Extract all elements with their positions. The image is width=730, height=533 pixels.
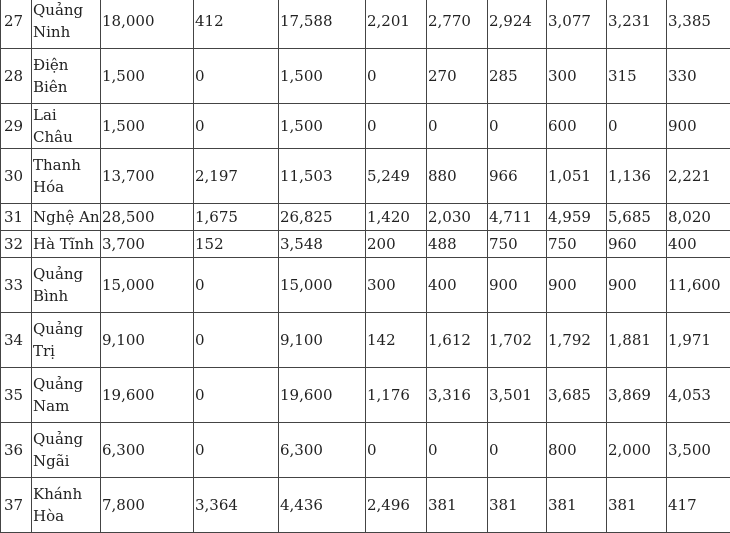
- value-cell: 1,702: [488, 313, 547, 368]
- row-number-cell: 36: [1, 423, 32, 478]
- value-cell: 5,685: [607, 204, 667, 231]
- value-cell: 15,000: [101, 258, 194, 313]
- province-cell: Quảng Ninh: [32, 0, 101, 49]
- value-cell: 1,176: [366, 368, 427, 423]
- table-row: [1, 0, 730, 49]
- value-cell: 0: [194, 368, 279, 423]
- value-cell: 200: [366, 231, 427, 258]
- value-cell: 11,600: [667, 258, 730, 313]
- value-cell: 2,201: [366, 0, 427, 49]
- value-cell: 13,700: [101, 149, 194, 204]
- value-cell: 0: [607, 104, 667, 149]
- value-cell: 488: [427, 231, 488, 258]
- value-cell: 2,197: [194, 149, 279, 204]
- value-cell: 270: [427, 49, 488, 104]
- table-row: [1, 423, 730, 478]
- table-row: [1, 368, 730, 423]
- row-number-cell: 35: [1, 368, 32, 423]
- province-cell: Khánh Hòa: [32, 478, 101, 533]
- value-cell: 1,971: [667, 313, 730, 368]
- value-cell: 966: [488, 149, 547, 204]
- value-cell: 19,600: [279, 368, 366, 423]
- value-cell: 4,711: [488, 204, 547, 231]
- value-cell: 1,792: [547, 313, 607, 368]
- province-cell: Quảng Nam: [32, 368, 101, 423]
- table-row: [1, 313, 730, 368]
- value-cell: 315: [607, 49, 667, 104]
- province-cell: Lai Châu: [32, 104, 101, 149]
- value-cell: 6,300: [101, 423, 194, 478]
- value-cell: 0: [488, 104, 547, 149]
- value-cell: 0: [488, 423, 547, 478]
- value-cell: 0: [366, 104, 427, 149]
- province-cell: Quảng Trị: [32, 313, 101, 368]
- table-row: [1, 49, 730, 104]
- value-cell: 7,800: [101, 478, 194, 533]
- row-number-cell: 32: [1, 231, 32, 258]
- table-row: [1, 204, 730, 231]
- value-cell: 800: [547, 423, 607, 478]
- value-cell: 381: [427, 478, 488, 533]
- value-cell: 412: [194, 0, 279, 49]
- value-cell: 1,675: [194, 204, 279, 231]
- value-cell: 3,316: [427, 368, 488, 423]
- value-cell: 417: [667, 478, 730, 533]
- value-cell: 400: [427, 258, 488, 313]
- value-cell: 0: [194, 423, 279, 478]
- value-cell: 0: [194, 49, 279, 104]
- value-cell: 9,100: [101, 313, 194, 368]
- value-cell: 2,030: [427, 204, 488, 231]
- value-cell: 300: [547, 49, 607, 104]
- province-cell: Thanh Hóa: [32, 149, 101, 204]
- table-row: [1, 231, 730, 258]
- value-cell: 28,500: [101, 204, 194, 231]
- value-cell: 3,385: [667, 0, 730, 49]
- value-cell: 18,000: [101, 0, 194, 49]
- value-cell: 300: [366, 258, 427, 313]
- value-cell: 142: [366, 313, 427, 368]
- value-cell: 15,000: [279, 258, 366, 313]
- table-row: [1, 258, 730, 313]
- value-cell: 900: [667, 104, 730, 149]
- province-cell: Điện Biên: [32, 49, 101, 104]
- value-cell: 3,077: [547, 0, 607, 49]
- value-cell: 750: [547, 231, 607, 258]
- value-cell: 285: [488, 49, 547, 104]
- value-cell: 11,503: [279, 149, 366, 204]
- value-cell: 19,600: [101, 368, 194, 423]
- value-cell: 4,959: [547, 204, 607, 231]
- value-cell: 2,770: [427, 0, 488, 49]
- value-cell: 330: [667, 49, 730, 104]
- value-cell: 3,364: [194, 478, 279, 533]
- table-row: [1, 478, 730, 533]
- value-cell: 0: [427, 423, 488, 478]
- table-row: [1, 104, 730, 149]
- value-cell: 8,020: [667, 204, 730, 231]
- value-cell: 0: [366, 49, 427, 104]
- value-cell: 6,300: [279, 423, 366, 478]
- value-cell: 1,881: [607, 313, 667, 368]
- value-cell: 1,136: [607, 149, 667, 204]
- value-cell: 4,053: [667, 368, 730, 423]
- value-cell: 0: [194, 104, 279, 149]
- row-number-cell: 30: [1, 149, 32, 204]
- value-cell: 3,685: [547, 368, 607, 423]
- value-cell: 381: [547, 478, 607, 533]
- value-cell: 3,548: [279, 231, 366, 258]
- value-cell: 381: [488, 478, 547, 533]
- province-cell: Quảng Ngãi: [32, 423, 101, 478]
- value-cell: 900: [607, 258, 667, 313]
- value-cell: 600: [547, 104, 607, 149]
- value-cell: 5,249: [366, 149, 427, 204]
- value-cell: 400: [667, 231, 730, 258]
- value-cell: 750: [488, 231, 547, 258]
- table-row: [1, 149, 730, 204]
- value-cell: 3,869: [607, 368, 667, 423]
- value-cell: 0: [427, 104, 488, 149]
- row-number-cell: 27: [1, 0, 32, 49]
- value-cell: 9,100: [279, 313, 366, 368]
- value-cell: 900: [547, 258, 607, 313]
- value-cell: 0: [366, 423, 427, 478]
- value-cell: 1,500: [279, 49, 366, 104]
- value-cell: 2,496: [366, 478, 427, 533]
- row-number-cell: 37: [1, 478, 32, 533]
- value-cell: 1,051: [547, 149, 607, 204]
- value-cell: 1,500: [101, 49, 194, 104]
- value-cell: 26,825: [279, 204, 366, 231]
- value-cell: 880: [427, 149, 488, 204]
- row-number-cell: 28: [1, 49, 32, 104]
- value-cell: 152: [194, 231, 279, 258]
- value-cell: 2,221: [667, 149, 730, 204]
- value-cell: 3,700: [101, 231, 194, 258]
- row-number-cell: 31: [1, 204, 32, 231]
- row-number-cell: 29: [1, 104, 32, 149]
- province-cell: Nghệ An: [32, 204, 101, 231]
- value-cell: 3,501: [488, 368, 547, 423]
- value-cell: 960: [607, 231, 667, 258]
- value-cell: 1,500: [279, 104, 366, 149]
- value-cell: 1,500: [101, 104, 194, 149]
- value-cell: 4,436: [279, 478, 366, 533]
- value-cell: 0: [194, 258, 279, 313]
- value-cell: 381: [607, 478, 667, 533]
- province-cell: Hà Tĩnh: [32, 231, 101, 258]
- value-cell: 900: [488, 258, 547, 313]
- row-number-cell: 34: [1, 313, 32, 368]
- table-body: [1, 0, 730, 533]
- value-cell: 17,588: [279, 0, 366, 49]
- value-cell: 1,612: [427, 313, 488, 368]
- value-cell: 2,000: [607, 423, 667, 478]
- row-number-cell: 33: [1, 258, 32, 313]
- value-cell: 1,420: [366, 204, 427, 231]
- value-cell: 2,924: [488, 0, 547, 49]
- value-cell: 3,500: [667, 423, 730, 478]
- value-cell: 3,231: [607, 0, 667, 49]
- value-cell: 0: [194, 313, 279, 368]
- province-cell: Quảng Bình: [32, 258, 101, 313]
